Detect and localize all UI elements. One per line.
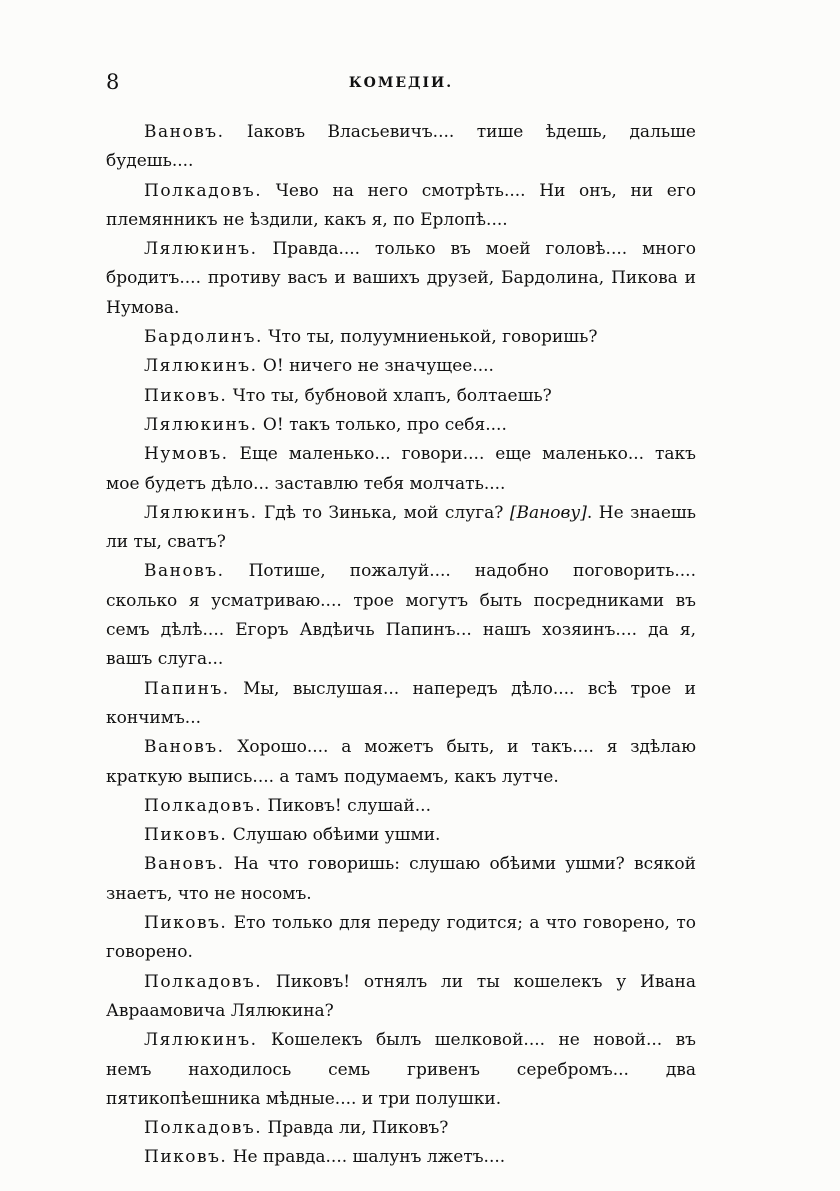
- speaker-name: Лялюкинъ.: [144, 1030, 258, 1051]
- speaker-name: Пиковъ.: [144, 913, 228, 934]
- dialogue-line: [106, 1143, 696, 1172]
- speech-text: Ето только для переду годится; а что говорено, то говорено.: [106, 913, 696, 963]
- speech-text: Потише, пожалуй.... надобно поговорить.... сколько я усматриваю.... трое могутъ быть посредниками въ семъ дѣлѣ.... Егоръ Авдѣичь Папинъ... нашъ хозяинъ.... да я, вашъ слуга...: [106, 561, 696, 670]
- speaker-name: Полкадовъ.: [144, 180, 263, 201]
- speech-text: . Не знаешь ли ты, сватъ?: [106, 502, 696, 553]
- speech-text: Пиковъ! отнялъ ли ты кошелекъ у Ивана Авраамовича Лялюкина?: [106, 971, 696, 1021]
- speech-text: Что ты, полуумниенькой, говоришь?: [262, 327, 598, 348]
- page-header: [106, 70, 696, 100]
- stage-direction: [Ванову]: [509, 502, 587, 523]
- dialogue-line: [106, 850, 696, 909]
- dialogue-line: [106, 909, 696, 968]
- speaker-name: Вановъ.: [144, 561, 225, 582]
- speech-text: Правда.... только въ моей головѣ.... много бродитъ.... противу васъ и вашихъ друзей, Бардолина, Пикова и Нумова.: [106, 239, 696, 318]
- speech-text: Пиковъ! слушай...: [262, 795, 431, 816]
- speaker-name: Нумовъ.: [144, 444, 229, 465]
- dialogue-line: [106, 1114, 696, 1143]
- speaker-name: Вановъ.: [144, 122, 225, 142]
- dialogue-line: [106, 235, 696, 323]
- speaker-name: Полкадовъ.: [144, 971, 263, 992]
- speaker-name: Пиковъ.: [144, 825, 228, 846]
- speech-text: Іаковъ Власьевичъ.... тише ѣдешь, дальше будешь....: [106, 122, 696, 172]
- dialogue-line: [106, 733, 696, 792]
- dialogue-line: [106, 968, 696, 1027]
- speaker-name: Лялюкинъ.: [144, 356, 258, 377]
- dialogue-line: [106, 821, 696, 850]
- speaker-name: Лялюкинъ.: [144, 502, 258, 523]
- running-head: КОМЕДІИ.: [348, 75, 454, 91]
- speech-text: Еще маленько... говори.... еще маленько... такъ мое будетъ дѣло... заставлю тебя молчать....: [106, 444, 696, 494]
- dialogue-line: [106, 675, 696, 734]
- dialogue-line: [106, 440, 696, 499]
- speaker-name: Полкадовъ.: [144, 795, 263, 816]
- speaker-name: Пиковъ.: [144, 385, 228, 406]
- speech-text: Слушаю обѣими ушми.: [227, 825, 441, 846]
- dialogue-line: [106, 411, 696, 440]
- speaker-name: Вановъ.: [144, 737, 225, 758]
- dialogue-line: [106, 118, 696, 177]
- speaker-name: Бардолинъ.: [144, 327, 263, 348]
- speech-text: Что ты, бубновой хлапъ, болтаешь?: [227, 385, 552, 406]
- play-text: [106, 118, 696, 1173]
- speech-text: Кошелекъ былъ шелковой.... не новой... въ немъ находилось семь гривенъ серебромъ... два пятикопѣешника мѣдные.... и три полушки.: [106, 1030, 696, 1109]
- speech-text: О! такъ только, про себя....: [257, 414, 507, 435]
- dialogue-line: [106, 499, 696, 558]
- speaker-name: Лялюкинъ.: [144, 414, 258, 435]
- speech-text: Чево на него смотрѣть.... Ни онъ, ни его племянникъ не ѣздили, какъ я, по Ерлопѣ....: [106, 180, 696, 230]
- speech-text: Правда ли, Пиковъ?: [262, 1118, 449, 1139]
- speech-text: Не правда.... шалунъ лжетъ....: [227, 1147, 506, 1168]
- dialogue-line: [106, 177, 696, 236]
- speech-text: На что говоришь: слушаю обѣими ушми? всякой знаетъ, что не носомъ.: [106, 854, 696, 904]
- speaker-name: Вановъ.: [144, 854, 225, 875]
- page-number: 8: [106, 70, 120, 94]
- speaker-name: Пиковъ.: [144, 1147, 228, 1168]
- dialogue-line: [106, 382, 696, 411]
- speaker-name: Папинъ.: [144, 678, 230, 699]
- speech-text: Гдѣ то Зинька, мой слуга?: [257, 502, 510, 523]
- speech-text: О! ничего не значущее....: [257, 356, 494, 377]
- speaker-name: Полкадовъ.: [144, 1118, 263, 1139]
- speech-text: Хорошо.... а можетъ быть, и такъ.... я здѣлаю краткую выпись.... а тамъ подумаемъ, какъ лутче.: [106, 737, 696, 787]
- speech-text: Мы, выслушая... напередъ дѣло.... всѣ трое и кончимъ...: [106, 678, 696, 728]
- dialogue-line: [106, 792, 696, 821]
- dialogue-line: [106, 352, 696, 381]
- dialogue-line: [106, 557, 696, 674]
- dialogue-line: [106, 1026, 696, 1114]
- dialogue-line: [106, 323, 696, 352]
- speaker-name: Лялюкинъ.: [144, 239, 258, 260]
